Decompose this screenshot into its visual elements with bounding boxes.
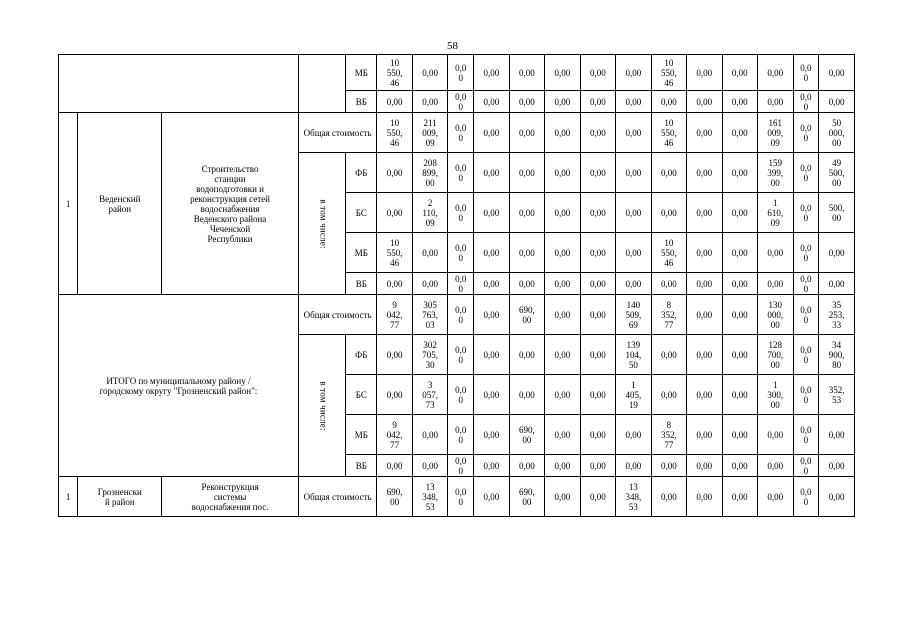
value-cell: 0,00 bbox=[509, 113, 544, 153]
fund-label: ВБ bbox=[346, 91, 377, 113]
value-cell: 140 509, 69 bbox=[616, 295, 651, 335]
value-cell: 0,0 0 bbox=[793, 415, 819, 455]
value-cell: 0,00 bbox=[377, 91, 412, 113]
value-cell: 0,00 bbox=[758, 55, 793, 91]
value-cell: 690, 00 bbox=[509, 415, 544, 455]
value-cell: 0,0 0 bbox=[448, 415, 474, 455]
value-cell: 0,00 bbox=[474, 477, 509, 517]
continued-empty-cell bbox=[59, 55, 299, 113]
value-cell: 302 705, 30 bbox=[412, 335, 447, 375]
value-cell: 0,00 bbox=[687, 55, 722, 91]
value-cell: 10 550, 46 bbox=[651, 113, 686, 153]
value-cell: 0,00 bbox=[580, 415, 615, 455]
value-cell: 0,00 bbox=[509, 273, 544, 295]
value-cell: 352, 53 bbox=[819, 375, 855, 415]
value-cell: 0,0 0 bbox=[793, 193, 819, 233]
value-cell: 0,00 bbox=[580, 233, 615, 273]
value-cell: 0,0 0 bbox=[793, 233, 819, 273]
value-cell: 0,0 0 bbox=[448, 295, 474, 335]
value-cell: 0,00 bbox=[687, 375, 722, 415]
table-row bbox=[59, 295, 855, 335]
value-cell: 13 348, 53 bbox=[616, 477, 651, 517]
value-cell: 0,00 bbox=[545, 273, 580, 295]
value-cell: 0,00 bbox=[758, 91, 793, 113]
value-cell: 0,00 bbox=[722, 55, 757, 91]
value-cell: 0,0 0 bbox=[793, 153, 819, 193]
value-cell: 0,0 0 bbox=[448, 273, 474, 295]
value-cell: 0,00 bbox=[545, 415, 580, 455]
value-cell: 0,00 bbox=[687, 193, 722, 233]
row-index: 1 bbox=[59, 113, 78, 295]
value-cell: 0,00 bbox=[758, 455, 793, 477]
value-cell: 0,0 0 bbox=[793, 375, 819, 415]
value-cell: 0,0 0 bbox=[448, 233, 474, 273]
project-description: Реконструкция системы водоснабжения пос. bbox=[162, 477, 299, 517]
table-row bbox=[59, 113, 855, 153]
value-cell: 0,0 0 bbox=[448, 375, 474, 415]
value-cell: 0,00 bbox=[651, 153, 686, 193]
project-description: Строительство станции водоподготовки и реконструкция сетей водоснабжения Веденского района Чеченской Республики bbox=[162, 113, 299, 295]
value-cell: 0,00 bbox=[580, 335, 615, 375]
value-cell: 0,00 bbox=[509, 91, 544, 113]
value-cell: 49 500, 00 bbox=[819, 153, 855, 193]
value-cell: 50 000, 00 bbox=[819, 113, 855, 153]
district-name: Грозненски й район bbox=[78, 477, 162, 517]
value-cell: 0,00 bbox=[412, 273, 447, 295]
value-cell: 10 550, 46 bbox=[651, 55, 686, 91]
value-cell: 10 550, 46 bbox=[377, 55, 412, 91]
value-cell: 0,00 bbox=[616, 455, 651, 477]
value-cell: 0,00 bbox=[687, 273, 722, 295]
value-cell: 0,00 bbox=[474, 55, 509, 91]
value-cell: 0,00 bbox=[722, 193, 757, 233]
value-cell: 0,0 0 bbox=[793, 55, 819, 91]
value-cell: 0,00 bbox=[758, 233, 793, 273]
vertical-label-cell bbox=[298, 55, 345, 113]
value-cell: 161 009, 09 bbox=[758, 113, 793, 153]
row-index: 1 bbox=[59, 477, 78, 517]
value-cell: 0,0 0 bbox=[448, 193, 474, 233]
value-cell: 0,00 bbox=[616, 415, 651, 455]
value-cell: 0,00 bbox=[580, 295, 615, 335]
value-cell: 0,00 bbox=[509, 335, 544, 375]
value-cell: 211 009, 09 bbox=[412, 113, 447, 153]
value-cell: 34 900, 80 bbox=[819, 335, 855, 375]
value-cell: 0,00 bbox=[687, 455, 722, 477]
value-cell: 0,0 0 bbox=[448, 113, 474, 153]
value-cell: 0,00 bbox=[412, 415, 447, 455]
fund-label: БС bbox=[346, 375, 377, 415]
value-cell: 0,00 bbox=[616, 193, 651, 233]
value-cell: 0,00 bbox=[687, 233, 722, 273]
value-cell: 8 352, 77 bbox=[651, 295, 686, 335]
value-cell: 159 399, 00 bbox=[758, 153, 793, 193]
value-cell: 0,00 bbox=[474, 153, 509, 193]
value-cell: 0,00 bbox=[377, 455, 412, 477]
value-cell: 208 899, 00 bbox=[412, 153, 447, 193]
value-cell: 0,00 bbox=[819, 273, 855, 295]
fund-label: ВБ bbox=[346, 455, 377, 477]
value-cell: 0,00 bbox=[687, 295, 722, 335]
value-cell: 0,00 bbox=[474, 273, 509, 295]
value-cell: 0,00 bbox=[509, 193, 544, 233]
value-cell: 0,00 bbox=[616, 113, 651, 153]
budget-table bbox=[58, 54, 855, 517]
value-cell: 0,0 0 bbox=[448, 335, 474, 375]
fund-label: ВБ bbox=[346, 273, 377, 295]
value-cell: 0,00 bbox=[474, 91, 509, 113]
value-cell: 0,00 bbox=[651, 477, 686, 517]
value-cell: 0,00 bbox=[580, 153, 615, 193]
value-cell: 0,00 bbox=[474, 193, 509, 233]
value-cell: 0,0 0 bbox=[793, 477, 819, 517]
value-cell: 2 110, 09 bbox=[412, 193, 447, 233]
value-cell: 0,00 bbox=[545, 91, 580, 113]
fund-label: ФБ bbox=[346, 153, 377, 193]
value-cell: 0,00 bbox=[377, 153, 412, 193]
value-cell: 0,00 bbox=[509, 375, 544, 415]
value-cell: 0,00 bbox=[580, 477, 615, 517]
value-cell: 0,00 bbox=[819, 455, 855, 477]
value-cell: 0,00 bbox=[474, 455, 509, 477]
value-cell: 0,0 0 bbox=[793, 455, 819, 477]
value-cell: 0,0 0 bbox=[793, 295, 819, 335]
value-cell: 500, 00 bbox=[819, 193, 855, 233]
value-cell: 0,0 0 bbox=[448, 91, 474, 113]
value-cell: 0,00 bbox=[412, 233, 447, 273]
value-cell: 0,00 bbox=[687, 415, 722, 455]
district-name: Веденский район bbox=[78, 113, 162, 295]
table-row bbox=[59, 477, 855, 517]
value-cell: 0,00 bbox=[819, 91, 855, 113]
value-cell: 0,00 bbox=[580, 273, 615, 295]
value-cell: 0,0 0 bbox=[448, 455, 474, 477]
value-cell: 0,00 bbox=[545, 295, 580, 335]
value-cell: 0,00 bbox=[722, 477, 757, 517]
value-cell: 10 550, 46 bbox=[377, 233, 412, 273]
fund-label: Общая стоимость bbox=[298, 295, 377, 335]
value-cell: 0,00 bbox=[722, 415, 757, 455]
value-cell: 13 348, 53 bbox=[412, 477, 447, 517]
value-cell: 0,00 bbox=[722, 153, 757, 193]
value-cell: 0,0 0 bbox=[448, 153, 474, 193]
value-cell: 0,0 0 bbox=[448, 477, 474, 517]
value-cell: 0,00 bbox=[722, 375, 757, 415]
value-cell: 0,00 bbox=[580, 55, 615, 91]
vertical-label-cell bbox=[298, 153, 345, 295]
value-cell: 139 104, 50 bbox=[616, 335, 651, 375]
value-cell: 0,00 bbox=[377, 375, 412, 415]
value-cell: 0,00 bbox=[377, 193, 412, 233]
page-number: 58 bbox=[447, 40, 458, 52]
value-cell: 128 700, 00 bbox=[758, 335, 793, 375]
value-cell: 0,00 bbox=[580, 375, 615, 415]
vertical-label: в том числе: bbox=[318, 380, 329, 431]
fund-label: МБ bbox=[346, 55, 377, 91]
value-cell: 0,0 0 bbox=[793, 273, 819, 295]
value-cell: 0,0 0 bbox=[793, 335, 819, 375]
value-cell: 0,00 bbox=[722, 455, 757, 477]
value-cell: 0,00 bbox=[474, 335, 509, 375]
value-cell: 690, 00 bbox=[377, 477, 412, 517]
value-cell: 0,00 bbox=[616, 273, 651, 295]
value-cell: 0,00 bbox=[545, 113, 580, 153]
value-cell: 0,0 0 bbox=[793, 113, 819, 153]
value-cell: 0,00 bbox=[687, 91, 722, 113]
value-cell: 0,00 bbox=[545, 233, 580, 273]
value-cell: 0,00 bbox=[377, 273, 412, 295]
value-cell: 9 042, 77 bbox=[377, 295, 412, 335]
value-cell: 0,00 bbox=[412, 455, 447, 477]
value-cell: 0,00 bbox=[377, 335, 412, 375]
value-cell: 1 405, 19 bbox=[616, 375, 651, 415]
value-cell: 0,00 bbox=[412, 55, 447, 91]
value-cell: 0,00 bbox=[687, 113, 722, 153]
value-cell: 0,00 bbox=[616, 55, 651, 91]
fund-label: МБ bbox=[346, 233, 377, 273]
value-cell: 35 253, 33 bbox=[819, 295, 855, 335]
value-cell: 0,00 bbox=[616, 233, 651, 273]
value-cell: 0,00 bbox=[687, 477, 722, 517]
value-cell: 0,0 0 bbox=[793, 91, 819, 113]
value-cell: 0,0 0 bbox=[448, 55, 474, 91]
value-cell: 690, 00 bbox=[509, 295, 544, 335]
vertical-label-cell bbox=[298, 335, 345, 477]
value-cell: 0,00 bbox=[651, 335, 686, 375]
value-cell: 130 000, 00 bbox=[758, 295, 793, 335]
value-cell: 0,00 bbox=[474, 375, 509, 415]
value-cell: 1 300, 00 bbox=[758, 375, 793, 415]
value-cell: 0,00 bbox=[474, 233, 509, 273]
value-cell: 0,00 bbox=[758, 477, 793, 517]
value-cell: 305 763, 03 bbox=[412, 295, 447, 335]
total-label: ИТОГО по муниципальному району / городскому округу "Грозненский район": bbox=[59, 295, 299, 477]
value-cell: 10 550, 46 bbox=[651, 233, 686, 273]
value-cell: 0,00 bbox=[819, 415, 855, 455]
value-cell: 0,00 bbox=[722, 113, 757, 153]
value-cell: 0,00 bbox=[687, 153, 722, 193]
value-cell: 0,00 bbox=[545, 335, 580, 375]
value-cell: 0,00 bbox=[722, 273, 757, 295]
fund-label: ФБ bbox=[346, 335, 377, 375]
value-cell: 0,00 bbox=[545, 375, 580, 415]
value-cell: 0,00 bbox=[509, 233, 544, 273]
fund-label: МБ bbox=[346, 415, 377, 455]
value-cell: 0,00 bbox=[412, 91, 447, 113]
value-cell: 0,00 bbox=[545, 153, 580, 193]
value-cell: 0,00 bbox=[580, 91, 615, 113]
value-cell: 0,00 bbox=[651, 273, 686, 295]
value-cell: 10 550, 46 bbox=[377, 113, 412, 153]
value-cell: 0,00 bbox=[545, 193, 580, 233]
value-cell: 0,00 bbox=[651, 455, 686, 477]
fund-label: Общая стоимость bbox=[298, 477, 377, 517]
value-cell: 0,00 bbox=[509, 153, 544, 193]
value-cell: 0,00 bbox=[651, 193, 686, 233]
value-cell: 0,00 bbox=[758, 415, 793, 455]
value-cell: 0,00 bbox=[545, 477, 580, 517]
value-cell: 8 352, 77 bbox=[651, 415, 686, 455]
value-cell: 1 610, 09 bbox=[758, 193, 793, 233]
value-cell: 0,00 bbox=[722, 335, 757, 375]
value-cell: 0,00 bbox=[758, 273, 793, 295]
value-cell: 0,00 bbox=[651, 91, 686, 113]
value-cell: 0,00 bbox=[616, 91, 651, 113]
vertical-label: в том числе: bbox=[318, 198, 329, 249]
fund-label: Общая стоимость bbox=[298, 113, 377, 153]
value-cell: 0,00 bbox=[509, 55, 544, 91]
value-cell: 0,00 bbox=[722, 295, 757, 335]
value-cell: 0,00 bbox=[580, 113, 615, 153]
value-cell: 3 057, 73 bbox=[412, 375, 447, 415]
value-cell: 0,00 bbox=[509, 455, 544, 477]
value-cell: 9 042, 77 bbox=[377, 415, 412, 455]
value-cell: 0,00 bbox=[687, 335, 722, 375]
value-cell: 0,00 bbox=[545, 55, 580, 91]
value-cell: 0,00 bbox=[722, 233, 757, 273]
value-cell: 0,00 bbox=[474, 113, 509, 153]
value-cell: 0,00 bbox=[580, 193, 615, 233]
value-cell: 0,00 bbox=[545, 455, 580, 477]
value-cell: 0,00 bbox=[651, 375, 686, 415]
value-cell: 0,00 bbox=[474, 295, 509, 335]
value-cell: 0,00 bbox=[819, 55, 855, 91]
fund-label: БС bbox=[346, 193, 377, 233]
value-cell: 0,00 bbox=[580, 455, 615, 477]
table-row bbox=[59, 55, 855, 91]
value-cell: 0,00 bbox=[616, 153, 651, 193]
value-cell: 690, 00 bbox=[509, 477, 544, 517]
value-cell: 0,00 bbox=[722, 91, 757, 113]
value-cell: 0,00 bbox=[819, 477, 855, 517]
value-cell: 0,00 bbox=[474, 415, 509, 455]
value-cell: 0,00 bbox=[819, 233, 855, 273]
